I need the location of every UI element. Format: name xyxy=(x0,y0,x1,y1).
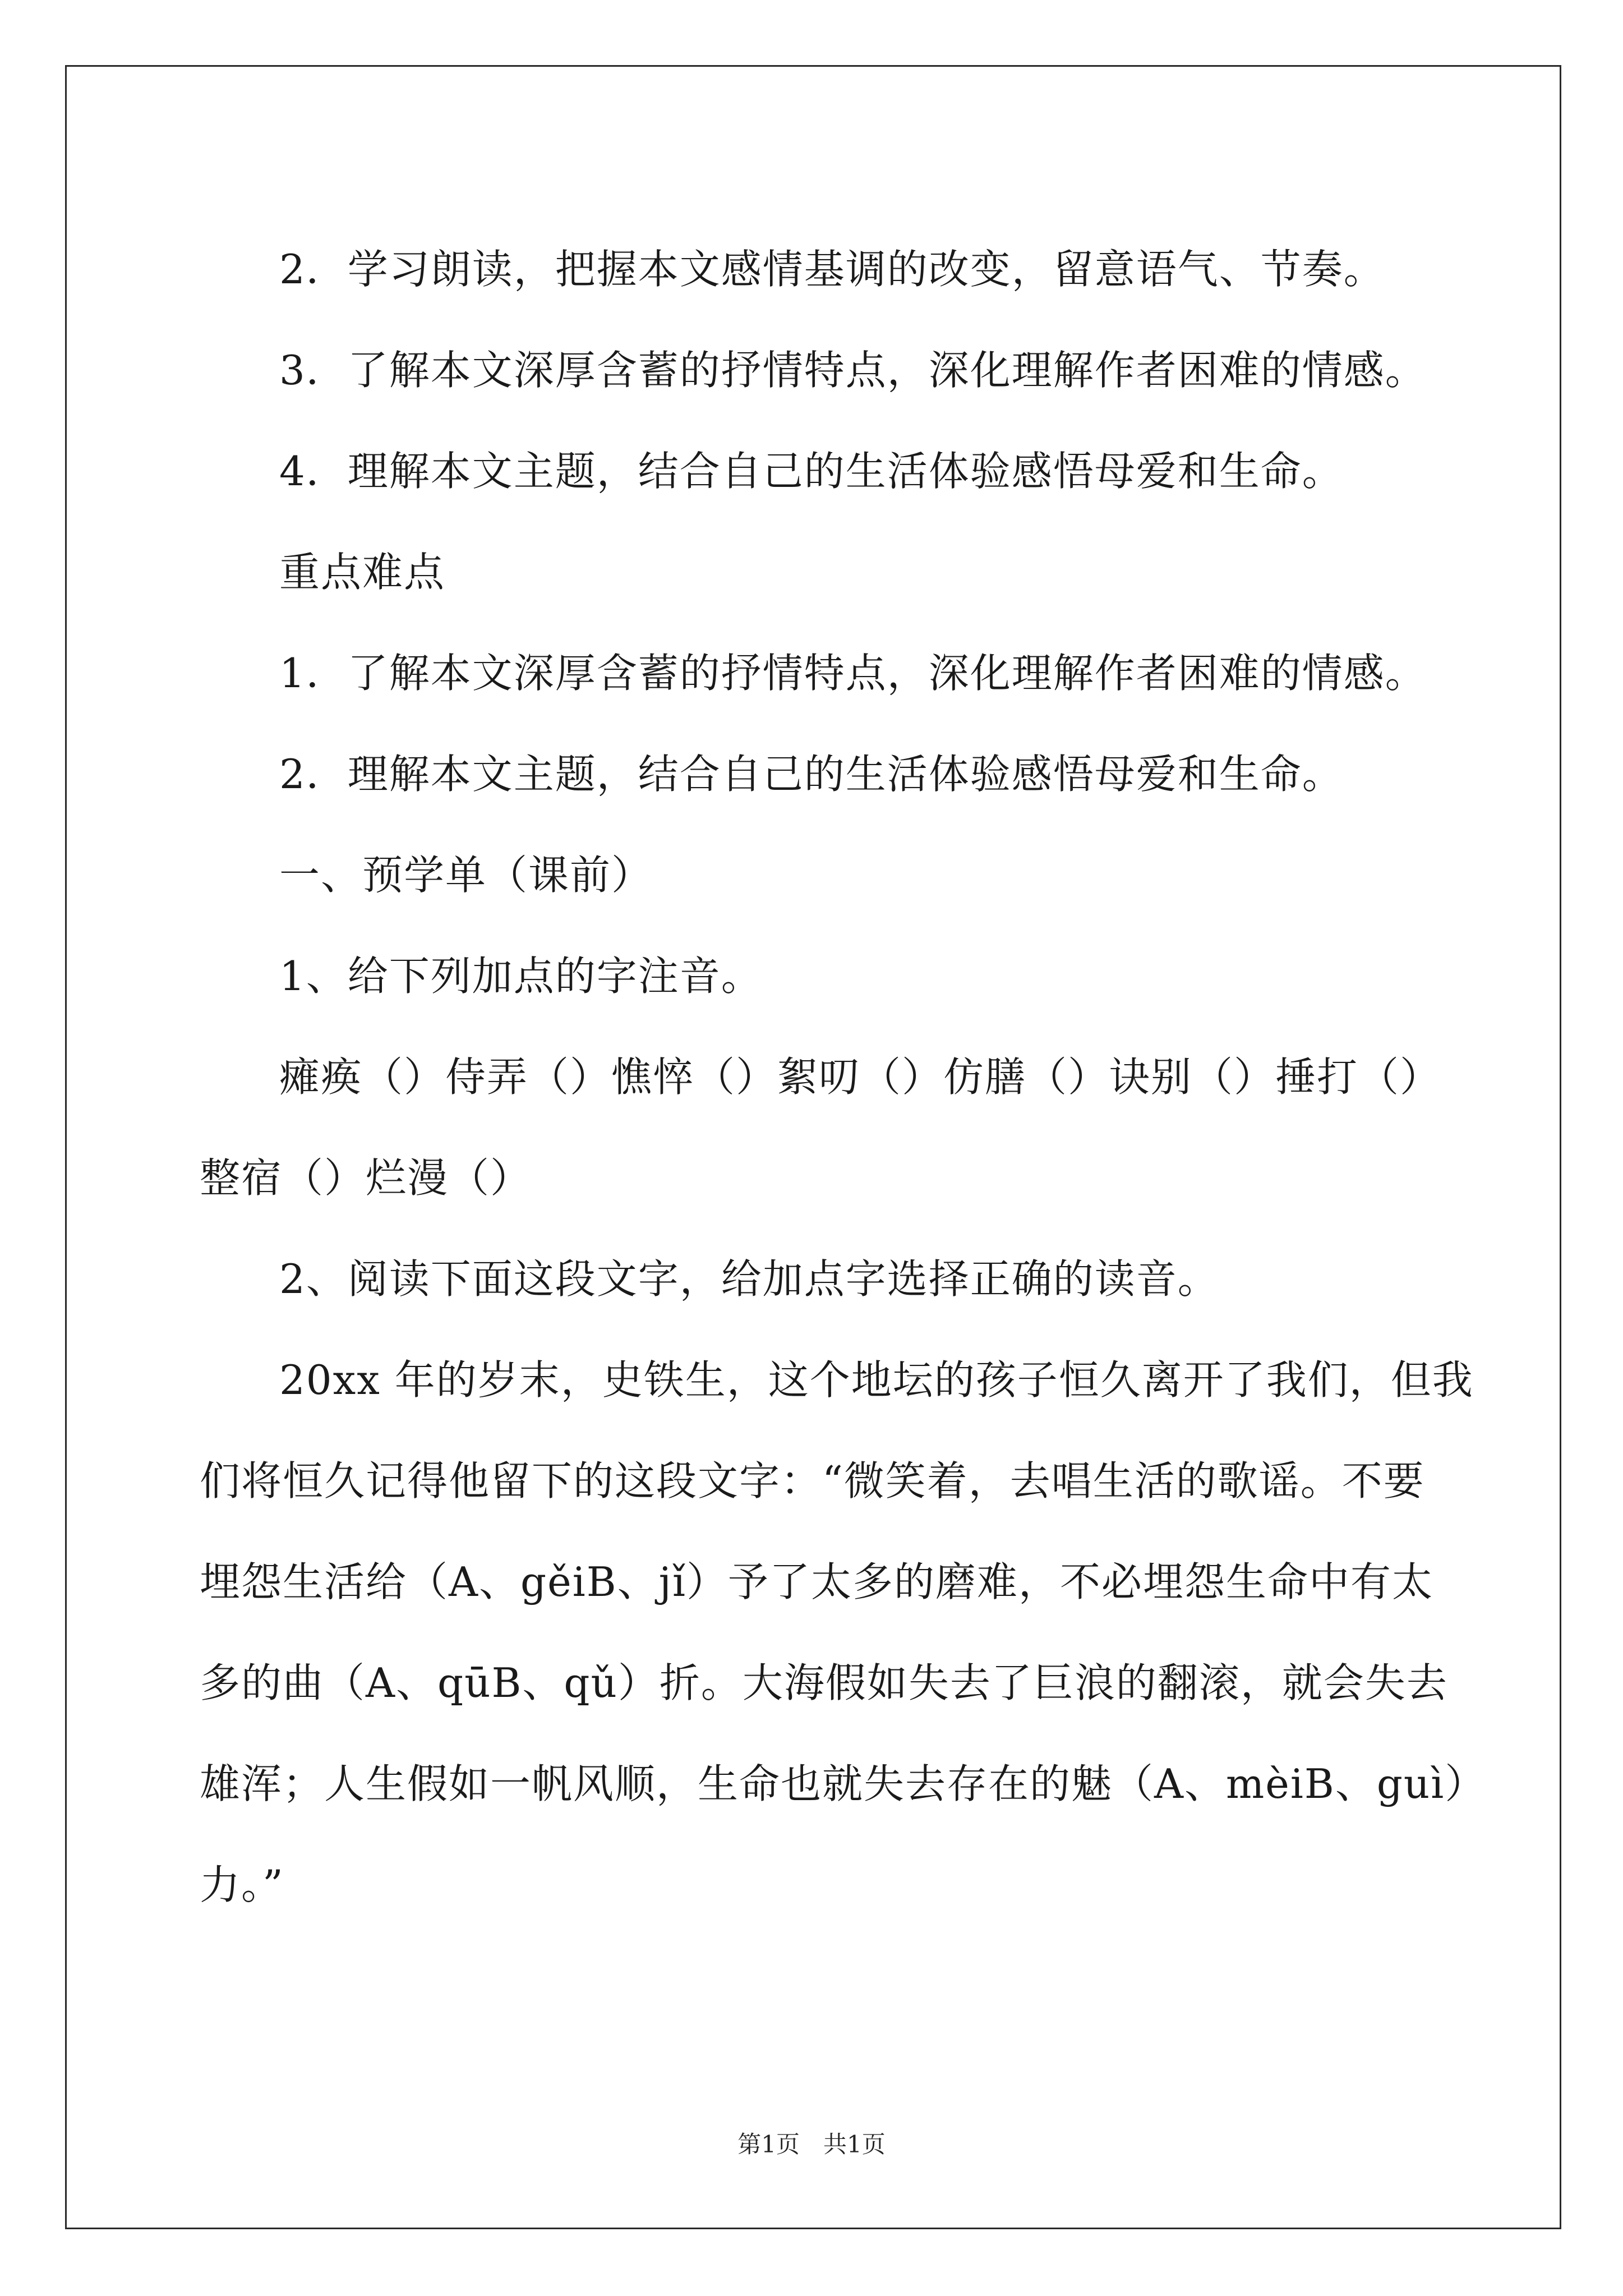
key-point-2: 2．理解本文主题，结合自己的生活体验感悟母爱和生命。 xyxy=(279,751,1344,798)
page-footer: 第1页 共1页 xyxy=(737,2131,886,2158)
passage-line-5: 雄浑；人生假如一帆风顺，生命也就失去存在的魅（A、mèiB、guì） xyxy=(200,1760,1487,1807)
section-heading-preview: 一、预学单（课前） xyxy=(279,852,653,899)
passage-line-1: 20xx 年的岁末，史铁生，这个地坛的孩子恒久离开了我们，但我 xyxy=(279,1356,1474,1404)
objective-3: 3．了解本文深厚含蓄的抒情特点，深化理解作者困难的情感。 xyxy=(279,347,1427,394)
document-body xyxy=(200,219,1487,1935)
passage-line-6: 力。” xyxy=(200,1861,284,1908)
passage-line-2: 们将恒久记得他留下的这段文字：“微笑着，去唱生活的歌谣。不要 xyxy=(200,1457,1425,1504)
objective-2: 2．学习朗读，把握本文感情基调的改变，留意语气、节奏。 xyxy=(279,246,1385,293)
exercise-1-words-line-1: 瘫痪（）侍弄（）憔悴（）絮叨（）仿膳（）诀别（）捶打（） xyxy=(279,1053,1442,1101)
key-point-1: 1．了解本文深厚含蓄的抒情特点，深化理解作者困难的情感。 xyxy=(279,650,1427,697)
section-heading-key-points: 重点难点 xyxy=(279,549,446,596)
exercise-1-prompt: 1、给下列加点的字注音。 xyxy=(279,953,763,1000)
passage-line-3: 埋怨生活给（A、gěiB、jǐ）予了太多的磨难，不必埋怨生命中有太 xyxy=(200,1558,1433,1605)
objective-4: 4．理解本文主题，结合自己的生活体验感悟母爱和生命。 xyxy=(279,448,1344,495)
exercise-1-words-line-2: 整宿（）烂漫（） xyxy=(200,1154,532,1202)
passage-line-4: 多的曲（A、qūB、qǔ）折。大海假如失去了巨浪的翻滚，就会失去 xyxy=(200,1659,1448,1706)
exercise-2-prompt: 2、阅读下面这段文字，给加点字选择正确的读音。 xyxy=(279,1255,1219,1303)
